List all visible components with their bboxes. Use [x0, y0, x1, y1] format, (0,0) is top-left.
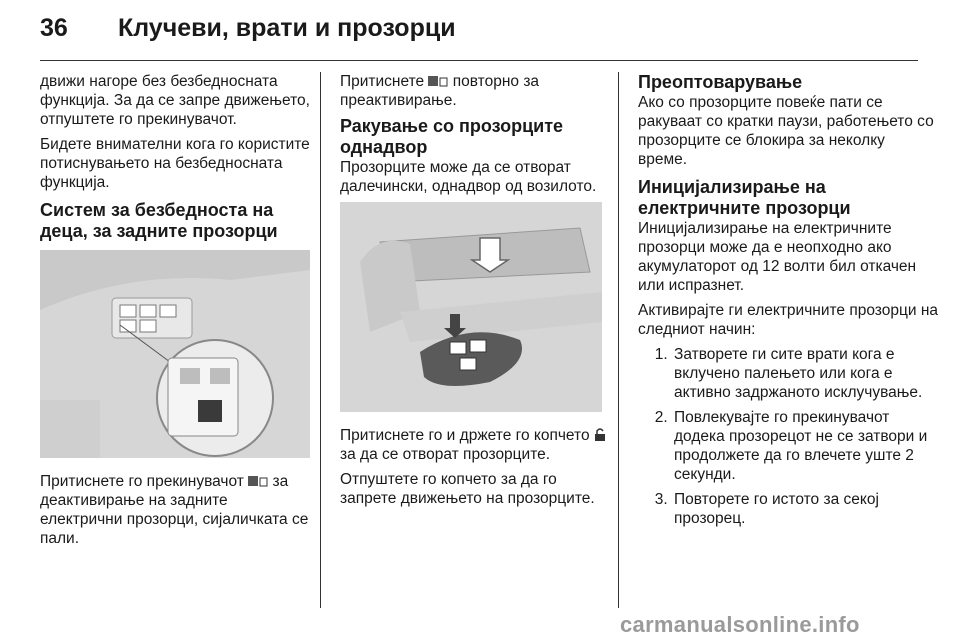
page-header [0, 0, 960, 62]
paragraph: Бидете внимателни кога го користите потиснувањето на безбедносната функција. [40, 136, 310, 191]
column-3 [638, 72, 938, 534]
section-heading-child-safety: Систем за безбедноста на деца, за задните прозорци [40, 200, 278, 241]
page-title: Клучеви, врати и прозорци [118, 14, 456, 42]
list-item: 2. Повлекувајте го прекинувачот додека прозорецот не се затвори и продолжете да го влечете уште 2 секунди. [672, 408, 938, 484]
paragraph: Активирајте ги електричните прозорци на следниот начин: [638, 302, 939, 338]
section-heading-init: Иницијализирање на електричните прозорци [638, 177, 851, 218]
column-divider [618, 72, 619, 608]
paragraph: движи нагоре без безбедносната функција. За да се запре движењето, отпуштете го прекинувачот. [40, 73, 310, 128]
section-heading-overload: Преоптоварување [638, 72, 803, 92]
paragraph: Ако со прозорците повеќе пати се ракуваат со кратки паузи, работењето со прозорците се блокира за неколку време. [638, 94, 934, 168]
watermark: carmanualsonline.info [620, 612, 860, 637]
paragraph: Иницијализирање на електричните прозорци може да е неопходно ако акумулаторот од 12 волти бил откачен или испразнет. [638, 220, 917, 294]
init-steps-list [638, 345, 938, 528]
unlock-icon [594, 427, 608, 439]
column-divider [320, 72, 321, 608]
section-heading-remote: Ракување со прозорците однадвор [340, 116, 564, 157]
child-lock-icon [428, 73, 448, 85]
door-switch-illustration [40, 250, 310, 458]
paragraph: Прозорците може да се отворат далечински, однадвор од возилото. [340, 159, 597, 195]
child-lock-icon [248, 473, 268, 485]
column-1 [40, 72, 310, 554]
paragraph: Притиснете повторно за преактивирање. [340, 73, 540, 109]
list-item: 1. Затворете ги сите врати кога е вклучено палењето или кога е активно задржаното исклучување. [672, 345, 938, 402]
paragraph: Отпуштете го копчето за да го запрете движењето на прозорците. [340, 471, 595, 507]
remote-key-illustration [340, 202, 602, 412]
list-item: 3. Повторете го истото за секој прозорец. [672, 490, 938, 528]
paragraph: Притиснете го и држете го копчето за да се отворат прозорците. [340, 426, 608, 464]
page-number: 36 [40, 14, 68, 42]
paragraph: Притиснете го прекинувачот за деактивирање на задните електрични прозорци, сијаличката се пали. [40, 473, 309, 547]
column-2 [340, 72, 608, 514]
header-rule [40, 60, 918, 61]
